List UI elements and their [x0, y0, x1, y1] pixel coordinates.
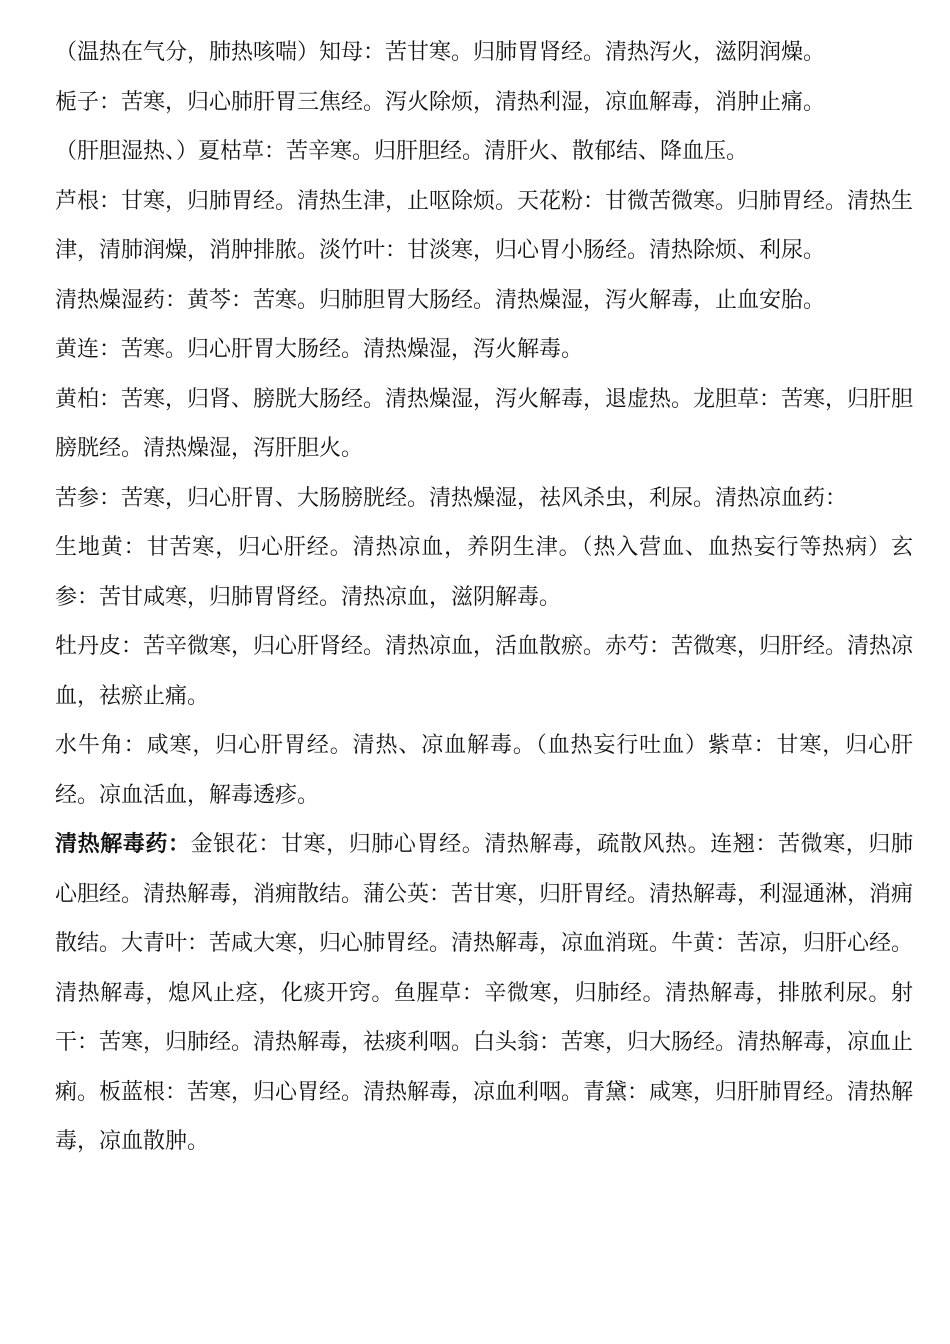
section-heading: 清热解毒药： — [55, 832, 191, 857]
paragraph-text: （肝胆湿热、）夏枯草：苦辛寒。归肝胆经。清肝火、散郁结、降血压。 — [55, 139, 749, 164]
paragraph-text: 清热燥湿药：黄芩：苦寒。归肺胆胃大肠经。清热燥湿，泻火解毒，止血安胎。 — [55, 287, 826, 313]
paragraph-kushen — [55, 474, 913, 524]
paragraph-zhizi — [55, 78, 913, 128]
paragraph-shuiniujiao — [55, 721, 913, 820]
paragraph-huangbai — [55, 375, 913, 474]
paragraph-text: 水牛角：咸寒，归心肝胃经。清热、凉血解毒。（血热妄行吐血）紫草：甘寒，归心肝经。凉血活血，解毒透疹。 — [55, 733, 913, 808]
paragraph-text: （温热在气分，肺热咳喘）知母：苦甘寒。归肺胃肾经。清热泻火，滋阴润燥。 — [55, 40, 826, 65]
paragraph-huanglian — [55, 325, 913, 375]
paragraph-xiakucao — [55, 127, 913, 177]
paragraph-lugen — [55, 177, 913, 276]
paragraph-mudanpi — [55, 622, 913, 721]
paragraph-text: 黄连：苦寒。归心肝胃大肠经。清热燥湿，泻火解毒。 — [55, 337, 584, 362]
paragraph-text: 苦参：苦寒，归心肝胃、大肠膀胱经。清热燥湿，祛风杀虫，利尿。清热凉血药： — [55, 485, 848, 511]
paragraph-text: 牡丹皮：苦辛微寒，归心肝肾经。清热凉血，活血散瘀。赤芍：苦微寒，归肝经。清热凉血，祛瘀止痛。 — [55, 634, 914, 709]
paragraph-shengdihuang — [55, 523, 913, 622]
paragraph-huangqin — [55, 276, 913, 326]
paragraph-zhimu — [55, 28, 913, 78]
paragraph-text: 金银花：甘寒，归肺心胃经。清热解毒，疏散风热。连翘：苦微寒，归肺心胆经。清热解毒，消痈散结。蒲公英：苦甘寒，归肝胃经。清热解毒，利湿通淋，消痈散结。大青叶：苦咸大寒，归心肺胃经。清热解毒，凉血消斑。牛黄：苦凉，归肝心经。清热解毒，熄风止痉，化痰开窍。鱼腥草：辛微寒，归肺经。清热解毒，排脓利尿。射干：苦寒，归肺经。清热解毒，祛痰利咽。白头翁：苦寒，归大肠经。清热解毒，凉血止痢。板蓝根：苦寒，归心胃经。清热解毒，凉血利咽。青黛：咸寒，归肝肺胃经。清热解毒，凉血散肿。 — [55, 832, 914, 1154]
paragraph-text: 生地黄：甘苦寒，归心肝经。清热凉血，养阴生津。（热入营血、血热妄行等热病）玄参：苦甘咸寒，归肺胃肾经。清热凉血，滋阴解毒。 — [55, 535, 913, 610]
paragraph-text: 栀子：苦寒，归心肺肝胃三焦经。泻火除烦，清热利湿，凉血解毒，消肿止痛。 — [55, 89, 826, 115]
paragraph-qingrejiedu — [55, 820, 913, 1167]
paragraph-text: 芦根：甘寒，归肺胃经。清热生津，止呕除烦。天花粉：甘微苦微寒。归肺胃经。清热生津，清肺润燥，消肿排脓。淡竹叶：甘淡寒，归心胃小肠经。清热除烦、利尿。 — [55, 188, 914, 263]
paragraph-text: 黄柏：苦寒，归肾、膀胱大肠经。清热燥湿，泻火解毒，退虚热。龙胆草：苦寒，归肝胆膀胱经。清热燥湿，泻肝胆火。 — [55, 386, 914, 461]
document-page — [55, 28, 913, 1167]
